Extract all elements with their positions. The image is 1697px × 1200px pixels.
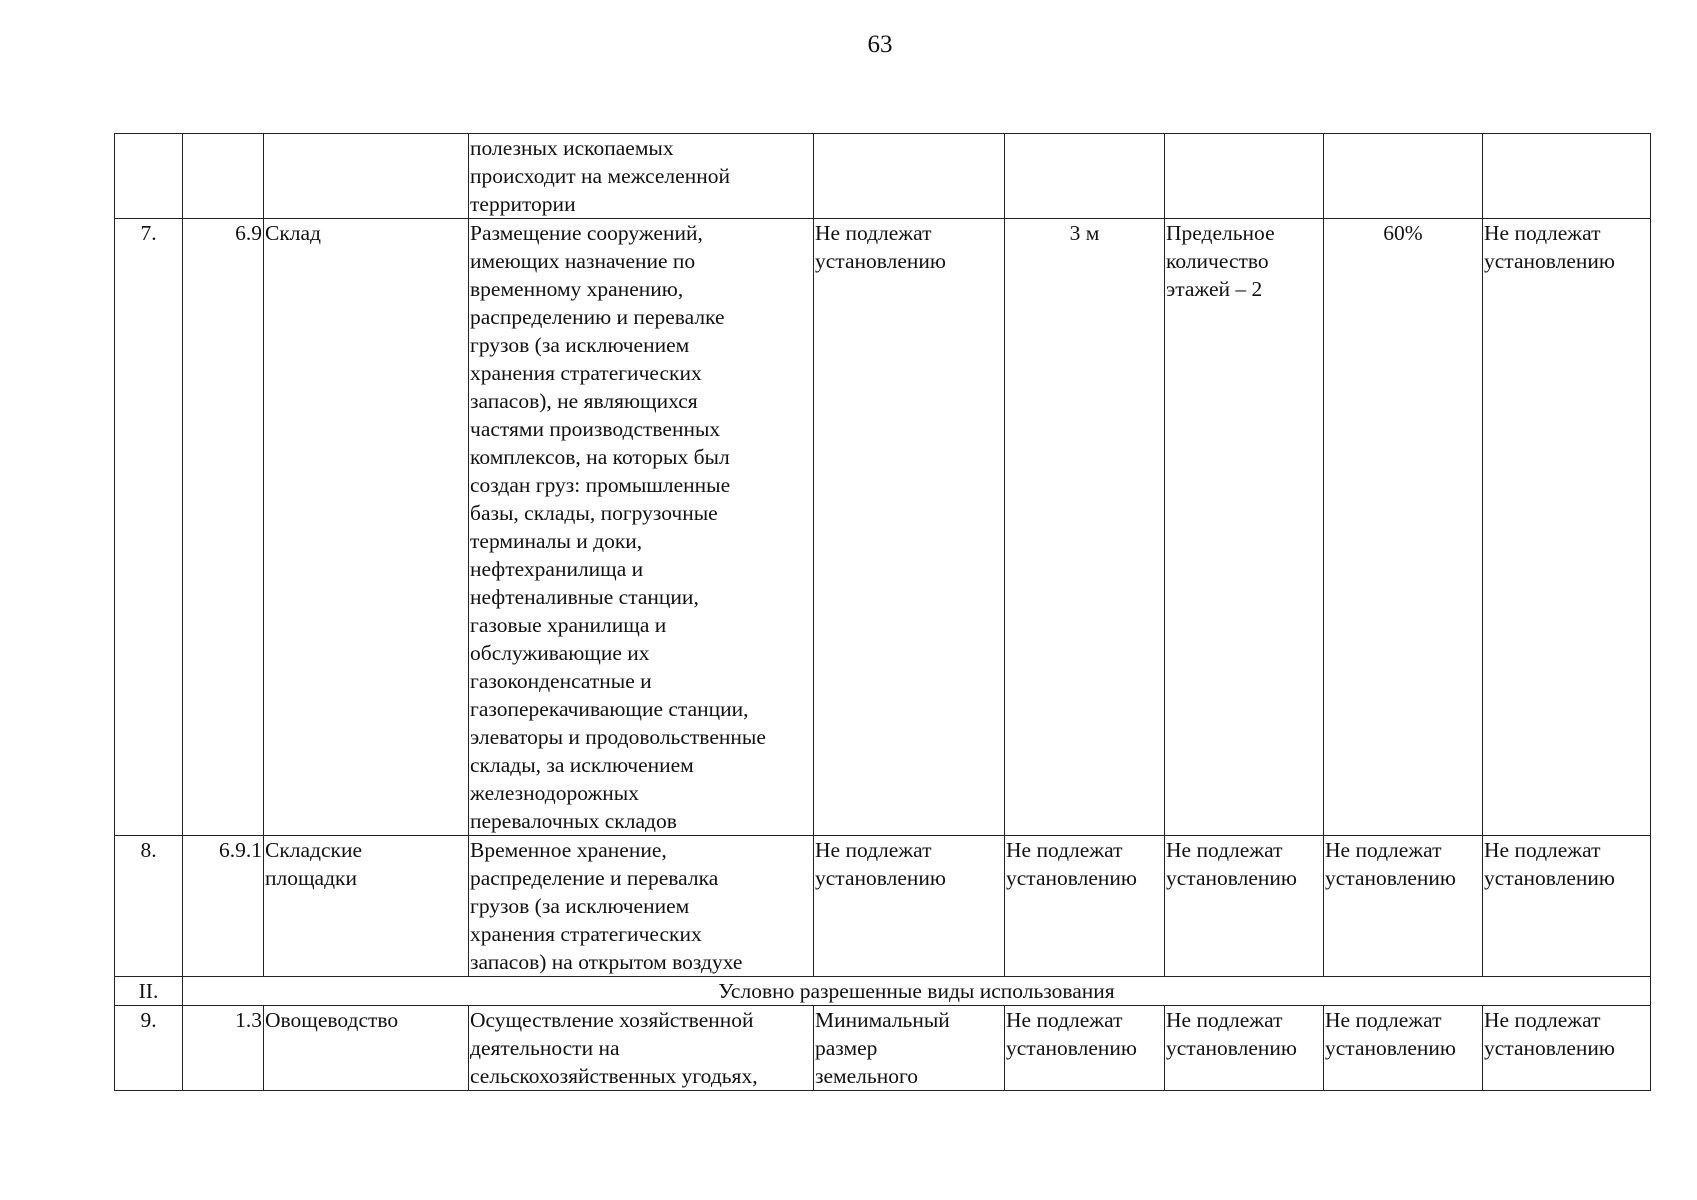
cell-col8: 60% <box>1324 219 1483 836</box>
land-use-table <box>114 133 1651 1091</box>
cell-col6: Не подлежат установлению <box>1005 1006 1165 1091</box>
cell-code: 1.3 <box>183 1006 264 1091</box>
cell-number: 9. <box>115 1006 183 1091</box>
section-row <box>115 977 1651 1006</box>
cell-col9 <box>1483 134 1651 219</box>
cell-col7: Не подлежат установлению <box>1165 1006 1324 1091</box>
cell-code <box>183 134 264 219</box>
cell-col9: Не подлежат установлению <box>1483 219 1651 836</box>
table-row-continuation <box>115 134 1651 219</box>
cell-description: Временное хранение, распределение и перевалка грузов (за исключением хранения стратегических запасов) на открытом воздухе <box>469 836 814 977</box>
cell-col6: 3 м <box>1005 219 1165 836</box>
cell-name: Складские площадки <box>264 836 469 977</box>
cell-number <box>115 134 183 219</box>
section-number: II. <box>115 977 183 1006</box>
cell-col5: Не подлежат установлению <box>814 836 1005 977</box>
cell-number: 8. <box>115 836 183 977</box>
cell-col8: Не подлежат установлению <box>1324 1006 1483 1091</box>
cell-col9: Не подлежат установлению <box>1483 836 1651 977</box>
cell-name: Овощеводство <box>264 1006 469 1091</box>
cell-code: 6.9.1 <box>183 836 264 977</box>
cell-col6 <box>1005 134 1165 219</box>
cell-col7: Не подлежат установлению <box>1165 836 1324 977</box>
section-title: Условно разрешенные виды использования <box>183 977 1651 1006</box>
cell-description: полезных ископаемых происходит на межселенной территории <box>469 134 814 219</box>
cell-description: Размещение сооружений, имеющих назначение по временному хранению, распределению и перевалке грузов (за исключением хранения стратегических запасов), не являющихся частями производственных комплексов, на которых был создан груз: промышленные базы, склады, погрузочные терминалы и доки, нефтехранилища и нефтеналивные станции, газовые хранилища и обслуживающие их газоконденсатные и газоперекачивающие станции, элеваторы и продовольственные склады, за исключением железнодорожных перевалочных складов <box>469 219 814 836</box>
cell-col5: Не подлежат установлению <box>814 219 1005 836</box>
cell-col9: Не подлежат установлению <box>1483 1006 1651 1091</box>
cell-col5: Минимальный размер земельного <box>814 1006 1005 1091</box>
table-row-7 <box>115 219 1651 836</box>
cell-col7 <box>1165 134 1324 219</box>
cell-col5 <box>814 134 1005 219</box>
page-number: 63 <box>867 31 893 58</box>
cell-number: 7. <box>115 219 183 836</box>
cell-col7: Предельное количество этажей – 2 <box>1165 219 1324 836</box>
cell-code: 6.9 <box>183 219 264 836</box>
cell-col8 <box>1324 134 1483 219</box>
cell-col6: Не подлежат установлению <box>1005 836 1165 977</box>
cell-name: Склад <box>264 219 469 836</box>
cell-description: Осуществление хозяйственной деятельности на сельскохозяйственных угодьях, <box>469 1006 814 1091</box>
table-row-9 <box>115 1006 1651 1091</box>
cell-col8: Не подлежат установлению <box>1324 836 1483 977</box>
cell-name <box>264 134 469 219</box>
table-row-8 <box>115 836 1651 977</box>
